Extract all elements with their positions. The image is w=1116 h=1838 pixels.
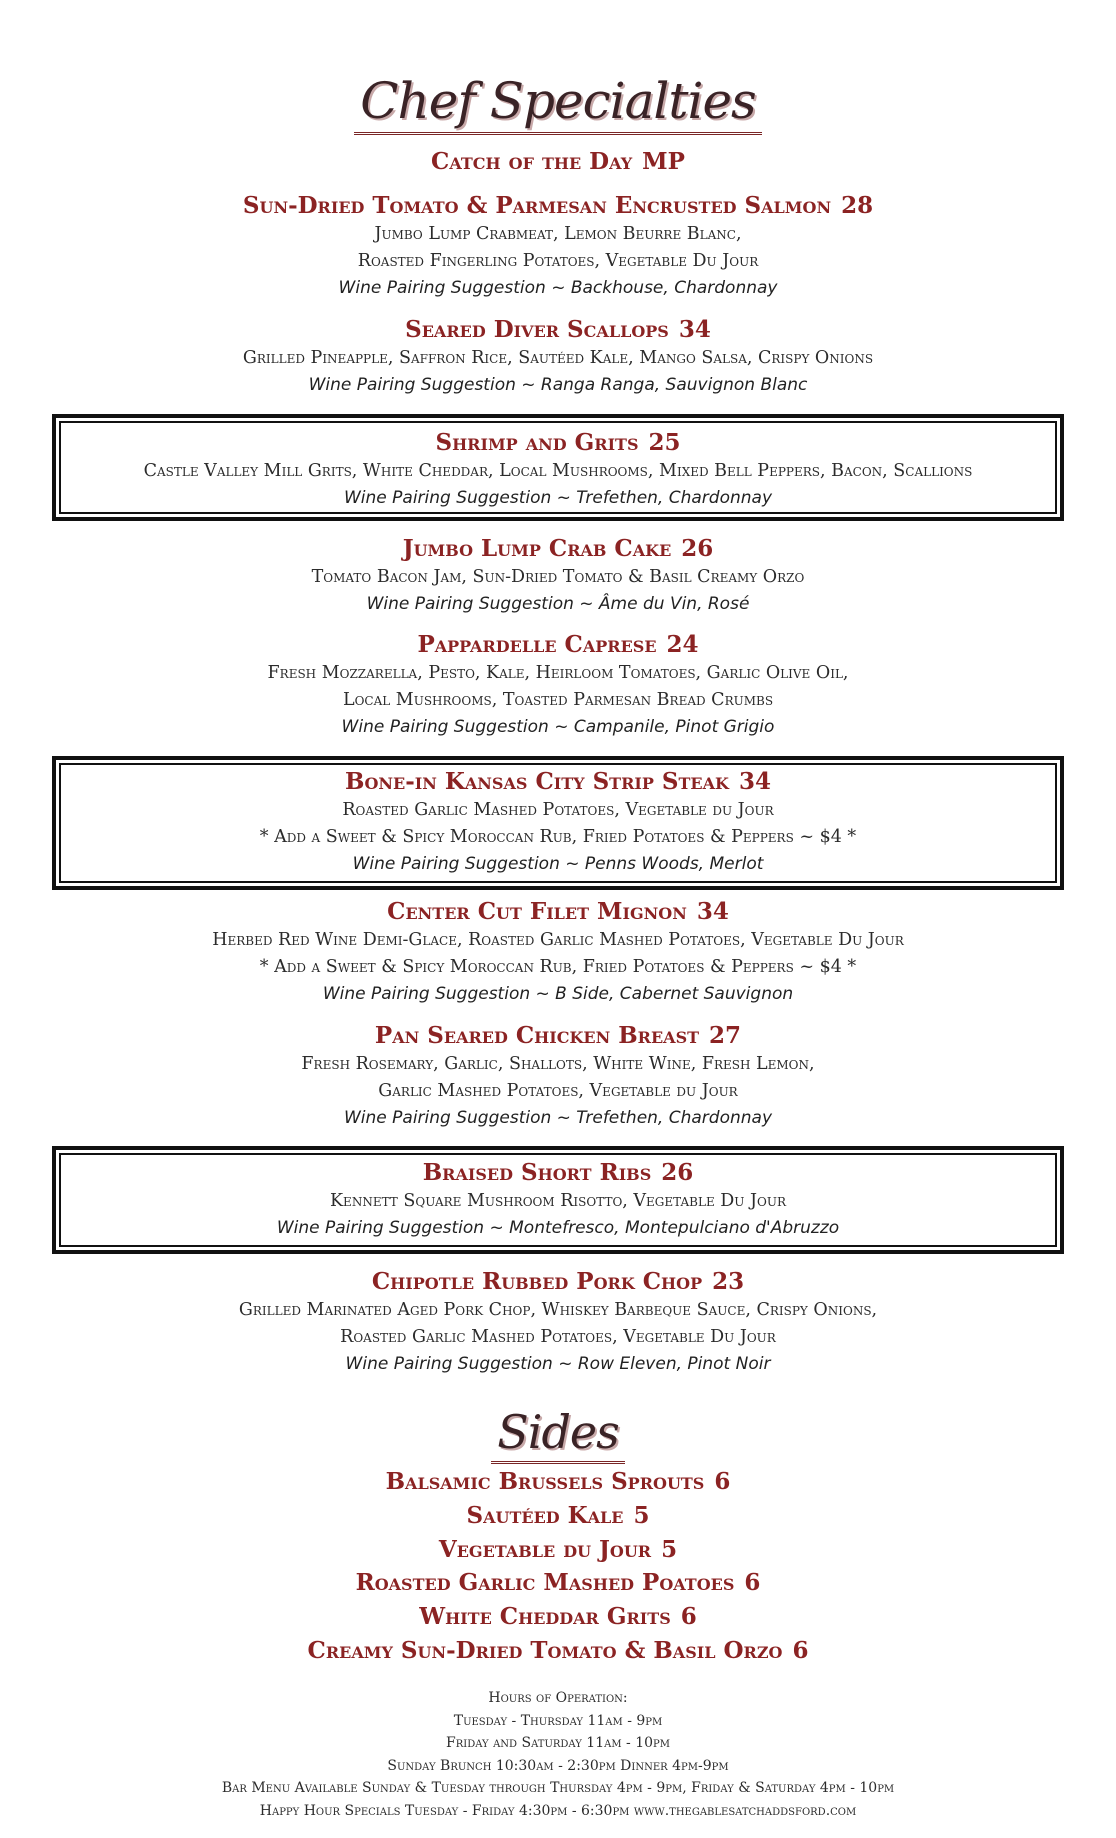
menu-item-pork-chop <box>0 1267 1116 1377</box>
menu-item-chicken-breast <box>0 1021 1116 1131</box>
item-description: * Add a Sweet & Spicy Moroccan Rub, Fried Potatoes & Peppers ~ $4 * <box>259 827 857 847</box>
hours-line: Bar Menu Available Sunday & Tuesday through Thursday 4pm - 9pm, Friday & Saturday 4pm - 10pm <box>221 1780 895 1796</box>
hours-of-operation <box>0 1687 1116 1822</box>
wine-pairing: Wine Pairing Suggestion ~ B Side, Cabernet Sauvignon <box>322 984 794 1004</box>
item-name: Braised Short Ribs 26 <box>422 1159 694 1186</box>
menu-item-pappardelle <box>0 630 1116 740</box>
menu-item-filet-mignon <box>0 897 1116 1007</box>
hours-line: Friday and Saturday 11am - 10pm <box>446 1735 670 1751</box>
item-description: Grilled Marinated Aged Pork Chop, Whiskey Barbeque Sauce, Crispy Onions, <box>238 1300 878 1320</box>
item-name: Pappardelle Caprese 24 <box>417 631 699 658</box>
item-description: * Add a Sweet & Spicy Moroccan Rub, Fried Potatoes & Peppers ~ $4 * <box>259 957 857 977</box>
item-description: Jumbo Lump Crabmeat, Lemon Beurre Blanc, <box>374 224 742 244</box>
item-name: Bone-in Kansas City Strip Steak 34 <box>345 768 771 795</box>
item-price: 34 <box>738 768 771 795</box>
item-description: Fresh Rosemary, Garlic, Shallots, White Wine, Fresh Lemon, <box>301 1054 815 1074</box>
item-name: Catch of the Day MP <box>431 148 685 175</box>
item-price: 28 <box>841 192 874 219</box>
side-price: 6 <box>744 1569 761 1596</box>
side-price: 6 <box>714 1468 731 1495</box>
side-item: Roasted Garlic Mashed Poatoes 6 <box>355 1569 761 1596</box>
item-name: Seared Diver Scallops 34 <box>405 316 711 343</box>
item-name: Center Cut Filet Mignon 34 <box>387 898 729 925</box>
menu-item-scallops <box>0 315 1116 398</box>
item-name: Shrimp and Grits 25 <box>435 429 681 456</box>
wine-pairing: Wine Pairing Suggestion ~ Montefresco, Montepulciano d'Abruzzo <box>276 1218 840 1238</box>
item-price: 26 <box>661 1159 694 1186</box>
chef-specialties-heading: Chef Specialties <box>0 72 1116 135</box>
side-item: Sautéed Kale 5 <box>466 1502 650 1529</box>
item-description: Garlic Mashed Potatoes, Vegetable du Jour <box>378 1081 738 1101</box>
wine-pairing: Wine Pairing Suggestion ~ Campanile, Pinot Grigio <box>341 717 775 737</box>
sides-heading: Sides <box>0 1405 1116 1464</box>
wine-pairing: Wine Pairing Suggestion ~ Row Eleven, Pinot Noir <box>345 1354 771 1374</box>
wine-pairing: Wine Pairing Suggestion ~ Penns Woods, Merlot <box>352 854 764 874</box>
item-price: MP <box>642 148 685 175</box>
side-price: 5 <box>633 1502 650 1529</box>
hours-line: Sunday Brunch 10:30am - 2:30pm Dinner 4pm-9pm <box>387 1757 729 1774</box>
hours-line: Tuesday - Thursday 11am - 9pm <box>453 1712 663 1729</box>
menu-item-short-ribs <box>0 1158 1116 1241</box>
item-name: Chipotle Rubbed Pork Chop 23 <box>371 1268 745 1295</box>
item-description: Roasted Garlic Mashed Potatoes, Vegetable du Jour <box>342 800 774 820</box>
wine-pairing: Wine Pairing Suggestion ~ Âme du Vin, Rosé <box>366 594 750 614</box>
side-item: Vegetable du Jour 5 <box>438 1536 678 1563</box>
menu-item-catch-of-the-day <box>0 147 1116 177</box>
wine-pairing: Wine Pairing Suggestion ~ Ranga Ranga, Sauvignon Blanc <box>308 375 808 395</box>
item-price: 27 <box>709 1022 742 1049</box>
side-item: Creamy Sun-Dried Tomato & Basil Orzo 6 <box>307 1637 809 1664</box>
hours-line: Happy Hour Specials Tuesday - Friday 4:30pm - 6:30pm www.thegablesatchaddsford.com <box>259 1802 857 1819</box>
item-description: Herbed Red Wine Demi-Glace, Roasted Garlic Mashed Potatoes, Vegetable Du Jour <box>212 930 904 950</box>
hours-heading: Hours of Operation: <box>488 1690 628 1706</box>
item-price: 24 <box>666 631 699 658</box>
wine-pairing: Wine Pairing Suggestion ~ Backhouse, Chardonnay <box>338 278 778 298</box>
item-description: Roasted Fingerling Potatoes, Vegetable Du Jour <box>357 251 759 271</box>
menu-item-shrimp-and-grits <box>0 428 1116 511</box>
side-price: 6 <box>680 1603 697 1630</box>
menu-item-crab-cake <box>0 534 1116 617</box>
item-description: Roasted Garlic Mashed Potatoes, Vegetable Du Jour <box>340 1327 776 1347</box>
item-name: Pan Seared Chicken Breast 27 <box>374 1022 742 1049</box>
item-description: Fresh Mozzarella, Pesto, Kale, Heirloom Tomatoes, Garlic Olive Oil, <box>267 663 849 683</box>
side-item: White Cheddar Grits 6 <box>419 1603 697 1630</box>
side-item: Balsamic Brussels Sprouts 6 <box>385 1468 731 1495</box>
item-description: Grilled Pineapple, Saffron Rice, Sautéed Kale, Mango Salsa, Crispy Onions <box>242 348 874 368</box>
wine-pairing: Wine Pairing Suggestion ~ Trefethen, Chardonnay <box>343 488 773 508</box>
item-price: 25 <box>648 429 681 456</box>
item-name: Sun-Dried Tomato & Parmesan Encrusted Salmon 28 <box>242 192 874 219</box>
item-description: Kennett Square Mushroom Risotto, Vegetable Du Jour <box>329 1191 786 1211</box>
menu-item-salmon <box>0 191 1116 301</box>
side-price: 5 <box>661 1536 678 1563</box>
item-price: 23 <box>712 1268 745 1295</box>
item-description: Castle Valley Mill Grits, White Cheddar, Local Mushrooms, Mixed Bell Peppers, Bacon, Scallions <box>143 461 973 481</box>
item-description: Local Mushrooms, Toasted Parmesan Bread Crumbs <box>342 690 774 710</box>
wine-pairing: Wine Pairing Suggestion ~ Trefethen, Chardonnay <box>343 1108 773 1128</box>
item-description: Tomato Bacon Jam, Sun-Dried Tomato & Basil Creamy Orzo <box>311 567 805 587</box>
menu-item-strip-steak <box>0 767 1116 877</box>
item-price: 34 <box>678 316 711 343</box>
item-price: 34 <box>696 898 729 925</box>
item-price: 26 <box>681 535 714 562</box>
side-price: 6 <box>792 1637 809 1664</box>
item-name: Jumbo Lump Crab Cake 26 <box>402 535 714 562</box>
